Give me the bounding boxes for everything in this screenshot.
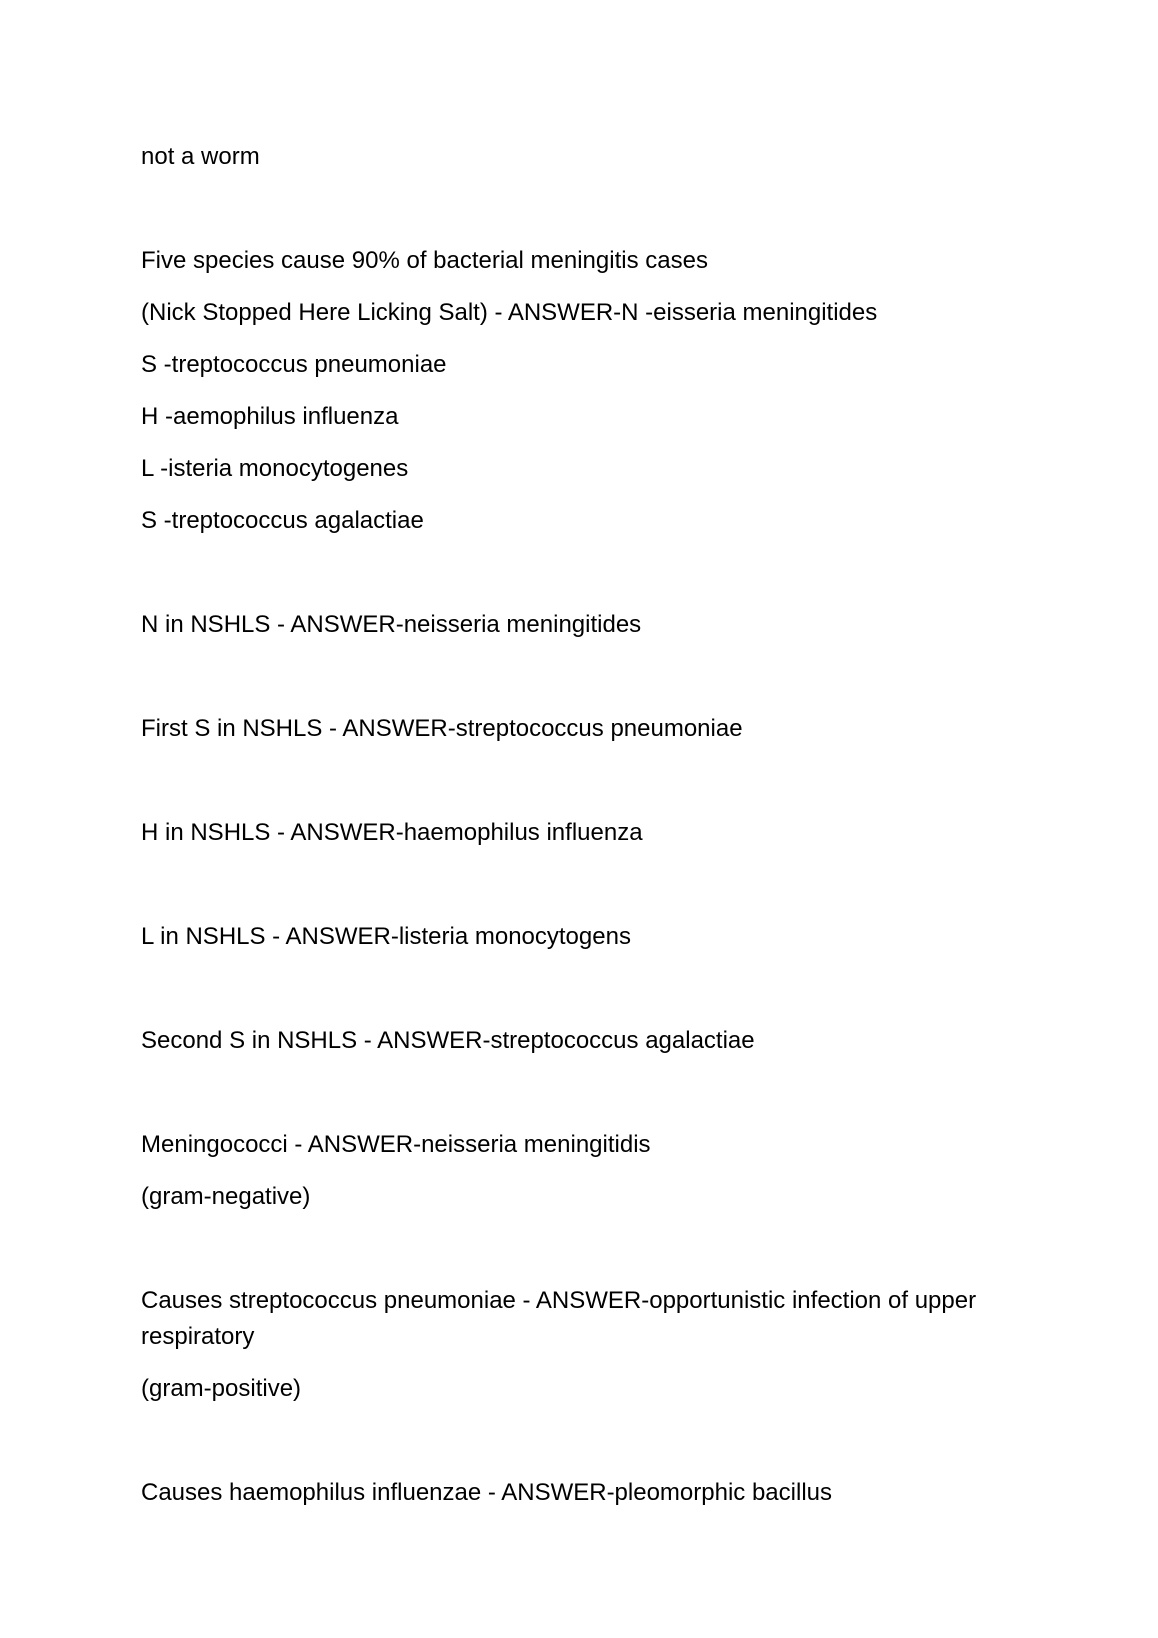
text-line: Second S in NSHLS - ANSWER-streptococcus agalactiae (141, 1027, 755, 1054)
text-line: respiratory (141, 1323, 255, 1350)
text-line: N in NSHLS - ANSWER-neisseria meningitides (141, 611, 642, 638)
text-line: L in NSHLS - ANSWER-listeria monocytogens (141, 923, 631, 950)
text-line: Causes haemophilus influenzae - ANSWER-pleomorphic bacillus (141, 1479, 832, 1506)
text-line: Causes streptococcus pneumoniae - ANSWER-opportunistic infection of upper (141, 1287, 977, 1314)
text-line: Five species cause 90% of bacterial meningitis cases (141, 247, 708, 274)
text-line: (gram-positive) (141, 1375, 302, 1402)
text-line: not a worm (141, 143, 260, 170)
text-line: H in NSHLS - ANSWER-haemophilus influenza (141, 819, 643, 846)
text-line: H -aemophilus influenza (141, 403, 399, 430)
text-line: S -treptococcus pneumoniae (141, 351, 447, 378)
text-line: S -treptococcus agalactiae (141, 507, 424, 534)
text-line: Meningococci - ANSWER-neisseria meningitidis (141, 1131, 651, 1158)
text-line: First S in NSHLS - ANSWER-streptococcus pneumoniae (141, 715, 743, 742)
text-line: (Nick Stopped Here Licking Salt) - ANSWER-N -eisseria meningitides (141, 299, 878, 326)
text-line: L -isteria monocytogenes (141, 455, 409, 482)
text-line: (gram-negative) (141, 1183, 311, 1210)
